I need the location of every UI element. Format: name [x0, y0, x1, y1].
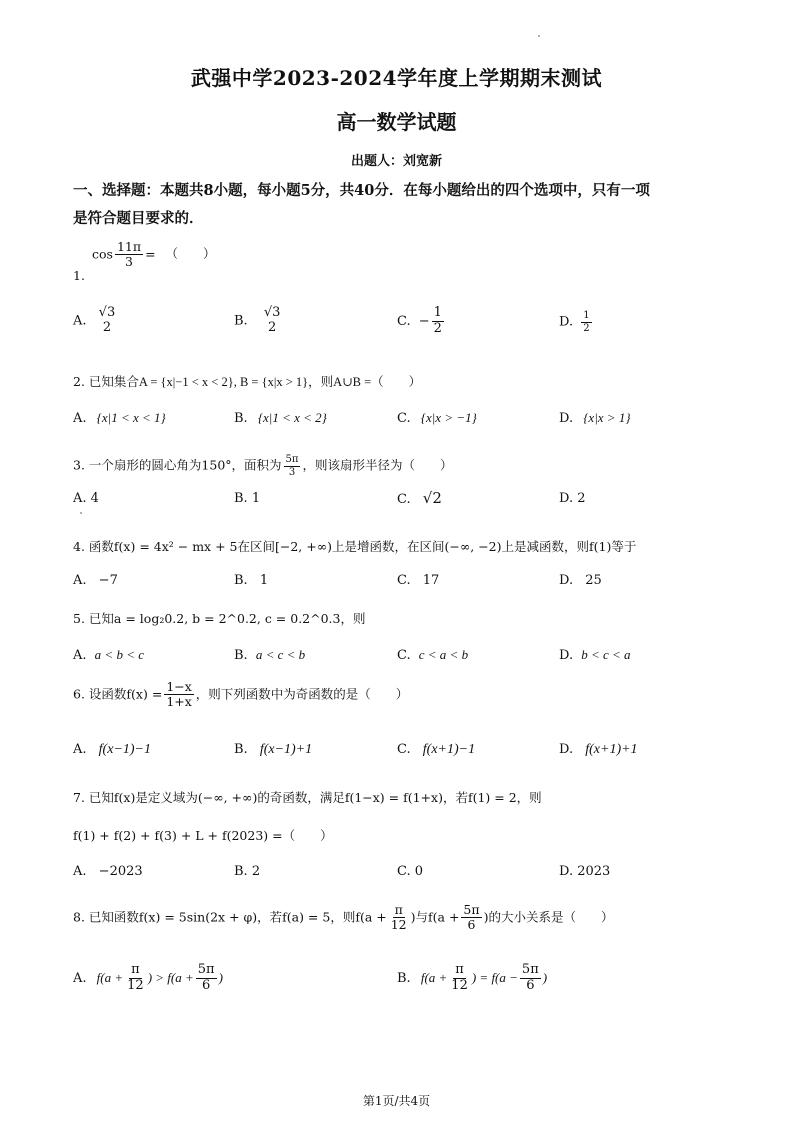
q8-option-a: A. f(a + $\frac{\pi}{12}$ ) > f(a + $\frac{5\pi}{6}$ ): [73, 962, 223, 993]
q7-option-c: C. 0: [397, 864, 424, 879]
q4-stem: 4. 函数f(x) = 4x² − mx + 5在区间[−2, +∞)上是增函数，在区间(−∞, −2)上是减函数，则f(1)等于: [73, 539, 637, 554]
q3-option-a: A. 4: [73, 491, 99, 506]
q2-option-a: A. {x|1 < x < 1}: [73, 410, 166, 426]
exam-title: 武强中学2023-2024学年度上学期期末测试: [190, 66, 603, 90]
q1-stem: cos $\frac{11\pi}{3}$ = （ ）: [92, 239, 216, 270]
q2-stem: 2. 已知集合A = {x|−1 < x < 2}, B = {x|x > 1}，则A∪B =（ ）: [73, 374, 422, 389]
q8-option-b: B. f(a + $\frac{\pi}{12}$ ) = f(a − $\frac{5\pi}{6}$ ): [397, 962, 548, 993]
q7-option-b: B. 2: [234, 864, 261, 879]
q4-option-a: A. −7: [73, 573, 118, 588]
q5-option-b: B. a < c < b: [234, 647, 306, 663]
q7-stem: 7. 已知f(x)是定义域为(−∞, +∞)的奇函数，满足f(1−x) = f(1+x)，若f(1) = 2，则: [73, 790, 542, 805]
q5-option-c: C. c < a < b: [397, 647, 469, 663]
exam-subtitle: 高一数学试题: [336, 110, 457, 134]
q7-option-d: D. 2023: [559, 864, 611, 879]
q1-option-c: C. − $\frac{1}{2}$: [397, 305, 442, 336]
q1-paren: （ ）: [165, 246, 216, 262]
q7-option-a: A. −2023: [73, 864, 143, 879]
page-number: 第1页/共4页: [362, 1094, 431, 1108]
q4-option-d: D. 25: [559, 573, 602, 588]
q4-option-b: B. 1: [234, 573, 269, 588]
exam-author: 出题人：刘宽新: [350, 154, 442, 169]
q3-option-c: C. √2: [397, 489, 442, 507]
section-heading-line1: 一、选择题：本题共8小题，每小题5分，共40分．在每小题给出的四个选项中，只有一项: [73, 182, 650, 199]
q6-option-c: C. f(x+1)−1: [397, 742, 476, 757]
q2-option-d: D. {x|x > 1}: [559, 410, 631, 426]
q3-stem: 3. 一个扇形的圆心角为150°，面积为 $\frac{5\pi}{3}$ ，则该扇形半径为（ ）: [73, 454, 453, 478]
q1-option-a: A. √3 2: [73, 305, 116, 335]
q8-stem: 8. 已知函数f(x) = 5sin(2x + φ)，若f(a) = 5，则f(a + $\frac{\pi}{12}$ )与f(a + $\frac{5\pi}{6}$ )的大小关系是（ ）: [73, 902, 614, 933]
q1-number: 1.: [73, 268, 85, 283]
q6-option-d: D. f(x+1)+1: [559, 742, 638, 757]
q5-stem: 5. 已知a = log₂0.2, b = 2^0.2, c = 0.2^0.3，则: [73, 611, 366, 626]
q6-option-b: B. f(x−1)+1: [234, 742, 313, 757]
scan-speck: [538, 35, 540, 37]
q7-stem-line2: f(1) + f(2) + f(3) + L + f(2023) =（ ）: [73, 828, 333, 843]
q1-option-d: D. $\frac{1}{2}$: [559, 310, 590, 334]
q6-option-a: A. f(x−1)−1: [73, 742, 151, 757]
q2-option-b: B. {x|1 < x < 2}: [234, 410, 327, 426]
q3-option-d: D. 2: [559, 491, 586, 506]
q5-option-d: D. b < c < a: [559, 647, 631, 663]
q3-option-b: B. 1: [234, 491, 261, 506]
q4-option-c: C. 17: [397, 573, 440, 588]
q1-option-b: B. √3 2: [234, 305, 281, 335]
q6-stem: 6. 设函数f(x) = $\frac{1-x}{1+x}$ ，则下列函数中为奇函数的是（ ）: [73, 679, 409, 710]
section-heading-line2: 是符合题目要求的．: [73, 210, 204, 227]
q2-option-c: C. {x|x > −1}: [397, 410, 477, 426]
q5-option-a: A. a < b < c: [73, 647, 144, 663]
scan-speck: [80, 512, 82, 514]
